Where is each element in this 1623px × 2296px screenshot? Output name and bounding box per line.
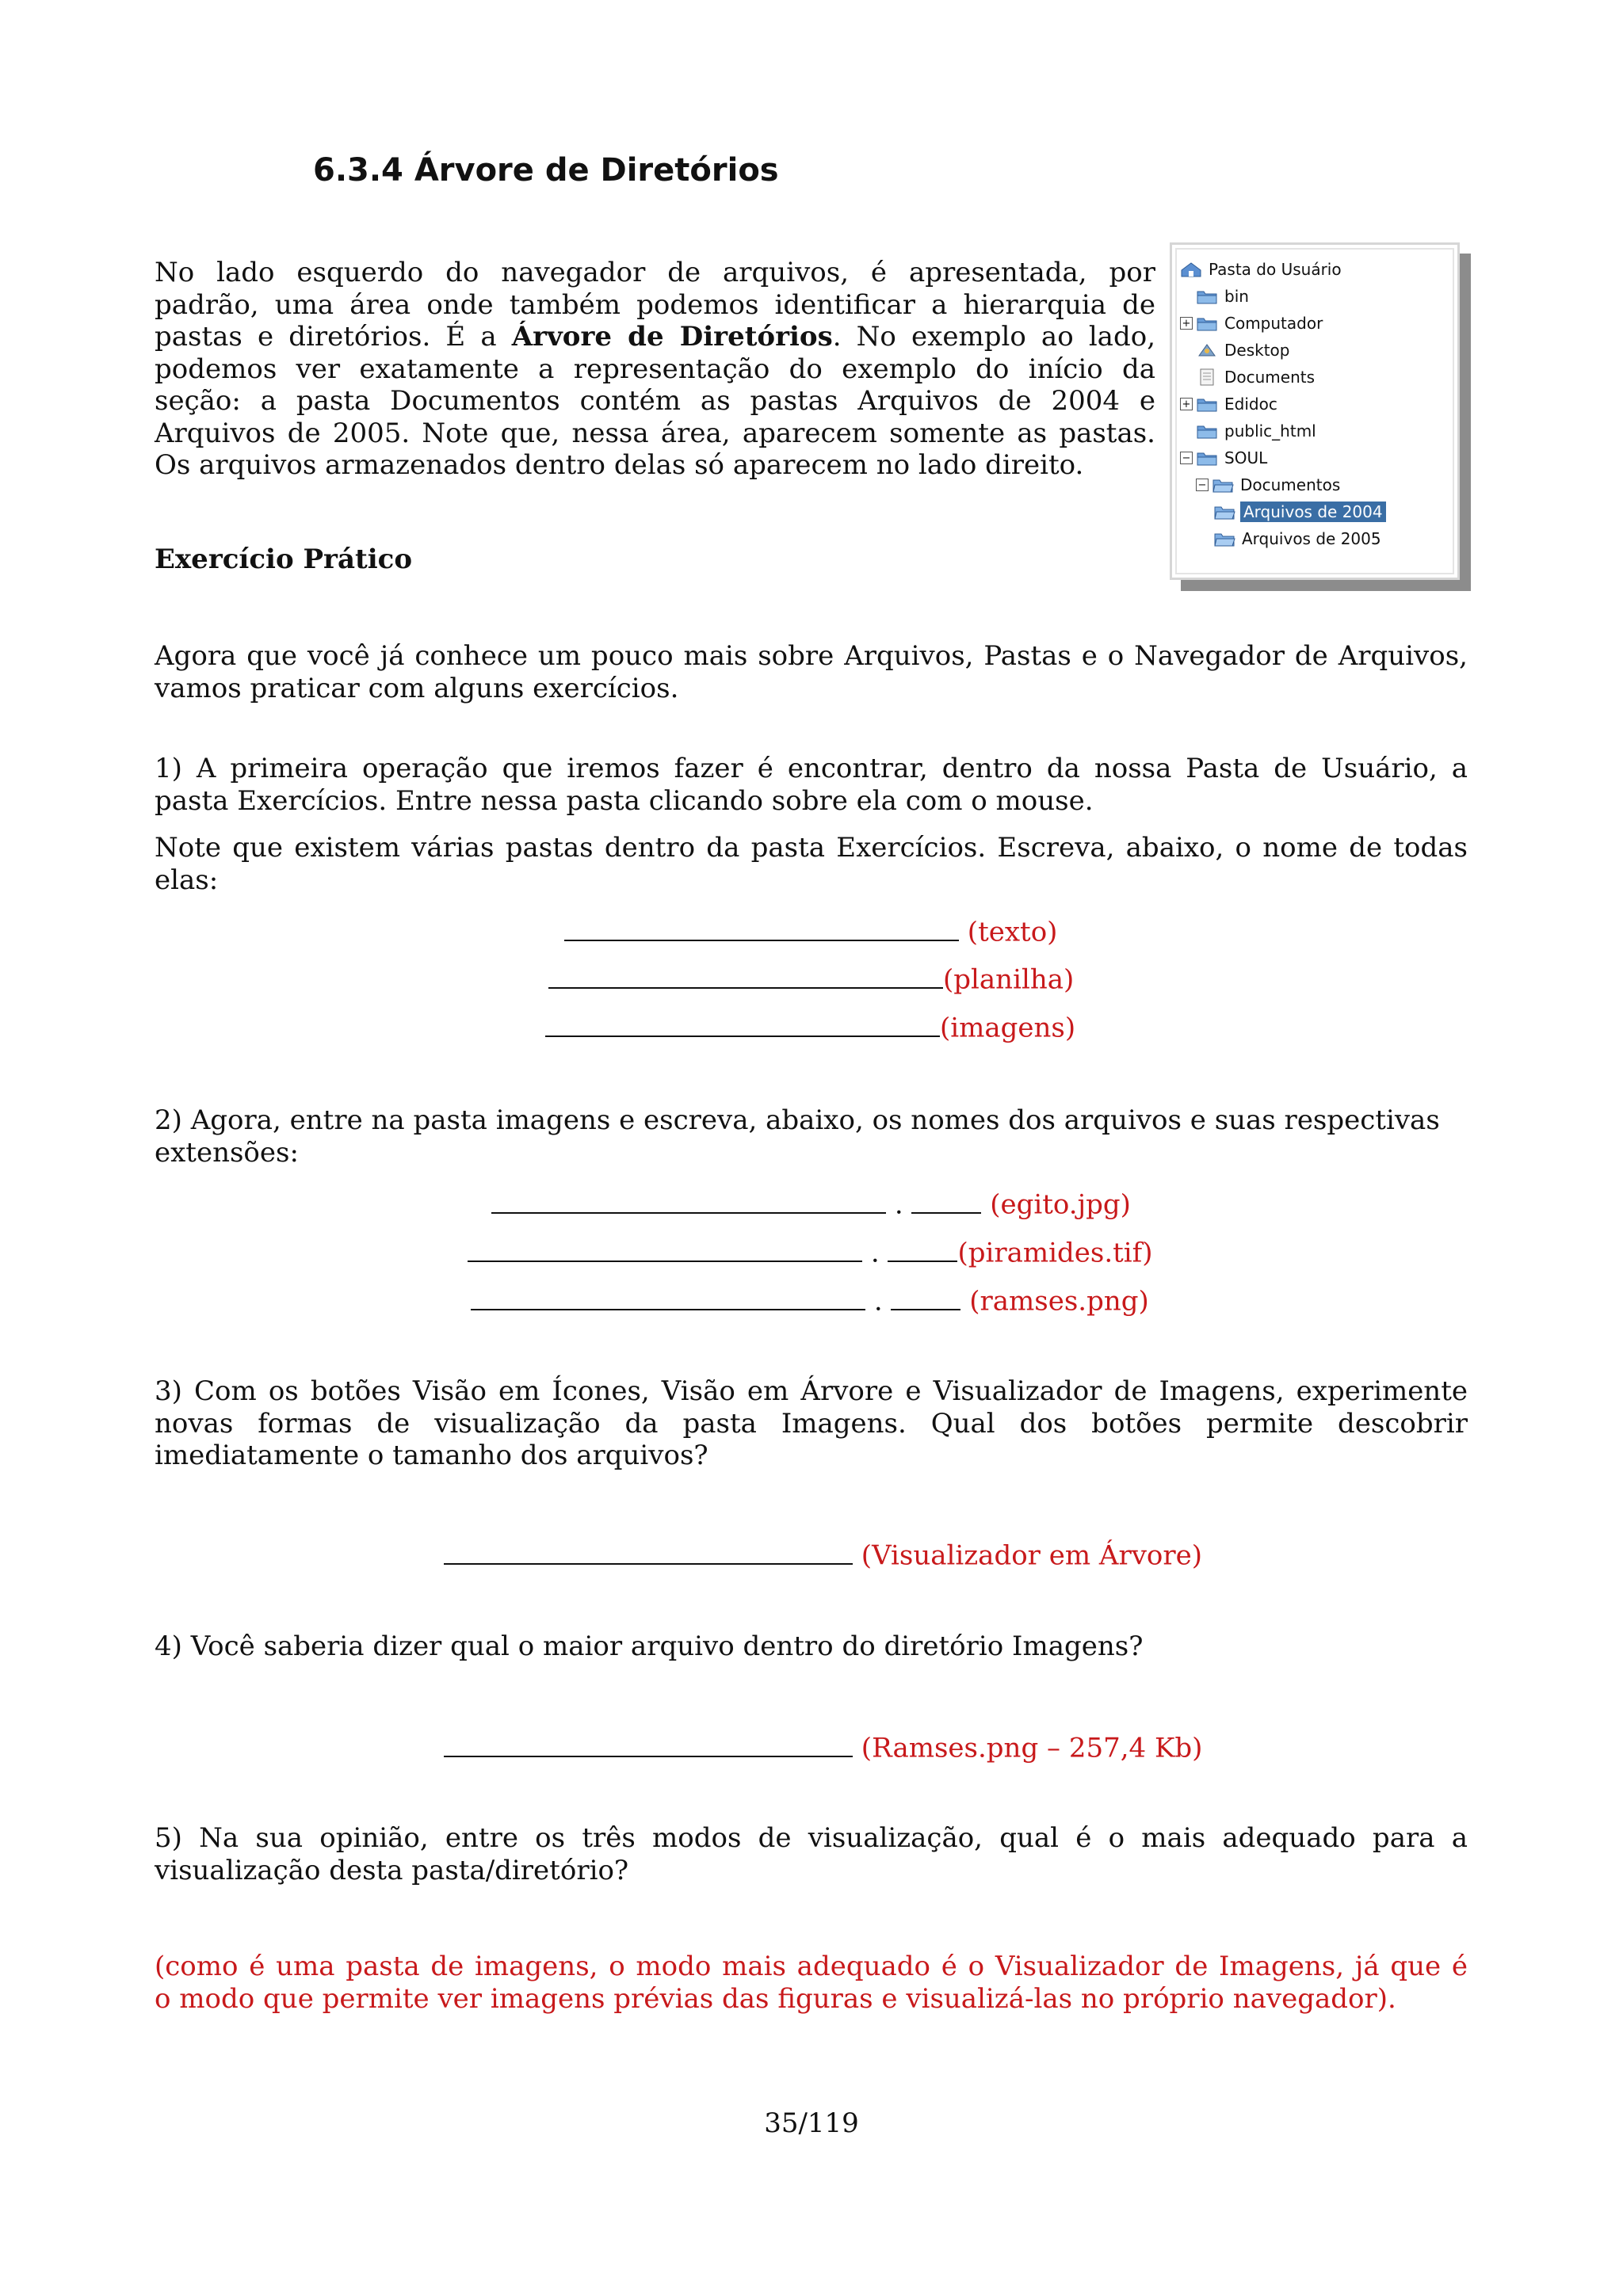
folder-icon — [1196, 422, 1218, 440]
tree-item-label: Arquivos de 2005 — [1242, 529, 1381, 548]
extension-blank[interactable] — [891, 1280, 960, 1310]
tree-item[interactable] — [1196, 338, 1291, 362]
q2-answer-row: . (egito.jpg) — [491, 1184, 1131, 1221]
intro-line: seção: a pasta Documentos contém as pastas Arquivos de 2004 e — [155, 385, 1155, 417]
tree-item-label: Desktop — [1224, 341, 1290, 360]
q1-answer-row: (imagens) — [545, 1007, 1075, 1044]
name-blank[interactable] — [468, 1232, 862, 1262]
folder-icon — [1196, 288, 1218, 305]
home-folder-icon — [1180, 261, 1202, 278]
tree-item[interactable] — [1180, 257, 1343, 281]
name-blank[interactable] — [471, 1280, 865, 1310]
folder-icon — [1196, 395, 1218, 413]
tree-item[interactable] — [1196, 419, 1318, 443]
tree-item-label: public_html — [1224, 421, 1316, 441]
q1-answer-row: (planilha) — [548, 959, 1074, 996]
name-blank[interactable] — [491, 1184, 886, 1214]
answer-blank[interactable] — [564, 911, 959, 941]
answer-blank[interactable] — [545, 1007, 940, 1037]
expand-icon[interactable]: + — [1180, 398, 1193, 410]
extension-blank[interactable] — [911, 1184, 981, 1214]
q4-answer-row: (Ramses.png – 257,4 Kb) — [444, 1727, 1202, 1764]
q2-answer-row: . (piramides.tif) — [468, 1232, 1153, 1269]
open-folder-icon — [1212, 476, 1234, 494]
section-title: 6.3.4 Árvore de Diretórios — [313, 152, 779, 189]
desktop-icon — [1196, 341, 1218, 359]
tree-item[interactable] — [1180, 311, 1324, 335]
question-2: 2) Agora, entre na pasta imagens e escreva, abaixo, os nomes dos arquivos e suas respectivas extensões: — [155, 1104, 1440, 1169]
folder-icon — [1196, 315, 1218, 332]
arvore-term: Árvore de Diretórios — [511, 321, 833, 353]
page-number: 35/119 — [764, 2107, 859, 2139]
collapse-icon[interactable]: − — [1180, 452, 1193, 464]
question-1: 1) A primeira operação que iremos fazer é encontrar, dentro da nossa Pasta de Usuário, a pasta Exercícios. Entre nessa pasta clicando sobre ela com o mouse. — [155, 753, 1468, 817]
document-icon — [1196, 368, 1218, 386]
answer-blank[interactable] — [444, 1727, 853, 1757]
question-3: 3) Com os botões Visão em Ícones, Visão em Árvore e Visualizador de Imagens, experimente novas formas de visualização da pasta Imagens. Qual dos botões permite descobrir imediatamente o tamanho dos arquivos? — [155, 1375, 1468, 1471]
collapse-icon[interactable]: − — [1196, 479, 1209, 491]
directory-tree-screenshot — [1170, 242, 1460, 580]
exercise-heading: Exercício Prático — [155, 543, 412, 575]
tree-item[interactable] — [1196, 365, 1316, 389]
tree-item[interactable] — [1180, 446, 1269, 470]
intro-line-3: pastas e diretórios. É a Árvore de Diretórios. No exemplo ao lado, — [155, 321, 1155, 353]
tree-item-label: Documentos — [1240, 475, 1341, 494]
q1-answer-row: (texto) — [564, 911, 1057, 948]
open-folder-icon — [1213, 530, 1235, 547]
intro-line: No lado esquerdo do navegador de arquivos, é apresentada, por — [155, 257, 1155, 288]
exercise-intro: Agora que você já conhece um pouco mais sobre Arquivos, Pastas e o Navegador de Arquivos, vamos praticar com alguns exercícios. — [155, 640, 1468, 704]
question-1-note: Note que existem várias pastas dentro da pasta Exercícios. Escreva, abaixo, o nome de todas elas: — [155, 832, 1468, 896]
tree-item[interactable] — [1180, 392, 1279, 416]
q5-answer: (como é uma pasta de imagens, o modo mais adequado é o Visualizador de Imagens, já que é o modo que permite ver imagens prévias das figuras e visualizá-las no próprio navegador). — [155, 1951, 1468, 2015]
intro-line: padrão, uma área onde também podemos identificar a hierarquia de — [155, 288, 1155, 321]
folder-icon — [1196, 449, 1218, 467]
extension-blank[interactable] — [888, 1232, 957, 1262]
tree-item-label: Computador — [1224, 314, 1323, 333]
intro-line: Os arquivos armazenados dentro delas só aparecem no lado direito. — [155, 449, 1084, 481]
tree-item-label: bin — [1224, 287, 1249, 306]
tree-item-label: Pasta do Usuário — [1209, 260, 1342, 279]
q3-answer-row: (Visualizador em Árvore) — [444, 1535, 1202, 1572]
tree-item-label: Arquivos de 2004 — [1240, 502, 1386, 522]
expand-icon[interactable]: + — [1180, 317, 1193, 330]
tree-item[interactable] — [1196, 473, 1342, 497]
answer-blank[interactable] — [548, 959, 943, 989]
tree-item[interactable] — [1213, 527, 1383, 551]
open-folder-icon — [1213, 503, 1235, 521]
question-4: 4) Você saberia dizer qual o maior arquivo dentro do diretório Imagens? — [155, 1630, 1144, 1662]
tree-item-label: Documents — [1224, 368, 1316, 387]
intro-paragraph — [155, 257, 1155, 482]
tree-item-label: Edidoc — [1224, 395, 1277, 414]
intro-line: podemos ver exatamente a representação do exemplo do início da — [155, 353, 1155, 385]
intro-line: Arquivos de 2005. Note que, nessa área, aparecem somente as pastas. — [155, 417, 1155, 449]
question-5: 5) Na sua opinião, entre os três modos de visualização, qual é o mais adequado para a visualização desta pasta/diretório? — [155, 1822, 1468, 1886]
tree-item[interactable] — [1196, 284, 1251, 308]
q2-answer-row: . (ramses.png) — [471, 1280, 1149, 1318]
tree-item[interactable] — [1213, 500, 1386, 524]
answer-blank[interactable] — [444, 1535, 853, 1565]
tree-item-label: SOUL — [1224, 448, 1268, 467]
